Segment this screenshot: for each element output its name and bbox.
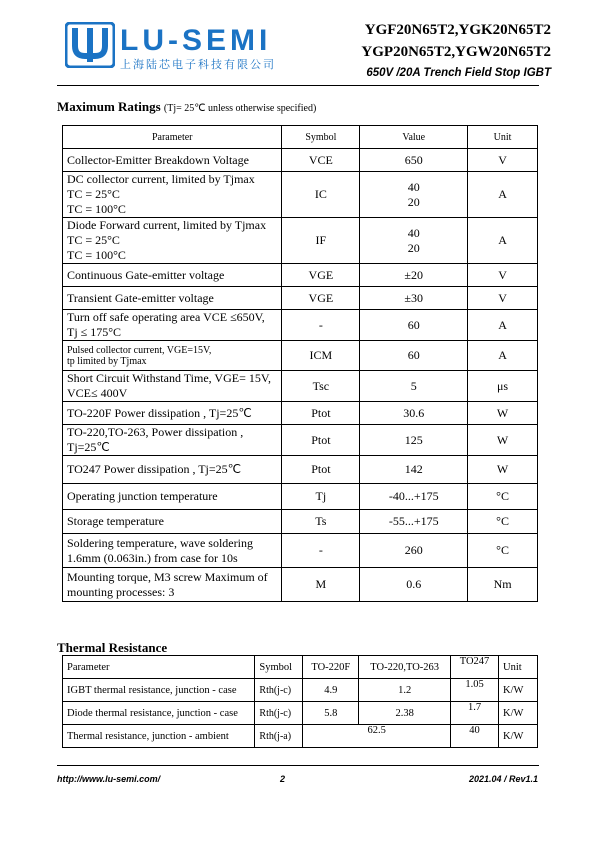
table-row [63, 402, 538, 425]
table-row [63, 425, 538, 456]
param-cell [63, 264, 282, 287]
unit-cell: μs [468, 371, 538, 402]
max-ratings-heading [57, 99, 316, 115]
th-symbol: Rth(j-a) [255, 725, 303, 748]
th-value: 40 [451, 725, 499, 748]
thermal-header-row [63, 656, 538, 679]
value-cell [360, 341, 468, 371]
value-cell [360, 172, 468, 218]
header-unit: Unit [468, 126, 538, 149]
thermal-table [62, 655, 538, 748]
param-cell [63, 172, 282, 218]
param-line: Operating junction temperature [67, 489, 218, 503]
param-line: Tj ≤ 175°C [67, 325, 122, 339]
param-cell [63, 456, 282, 484]
param-cell [63, 341, 282, 371]
unit-cell: W [468, 425, 538, 456]
value-cell [360, 287, 468, 310]
value-cell [360, 484, 468, 510]
unit-cell: °C [468, 484, 538, 510]
th-header-to220f: TO-220F [303, 656, 359, 679]
param-line: TC = 25°C [67, 187, 120, 201]
param-line: Mounting torque, M3 screw Maximum of [67, 569, 268, 584]
table-row [63, 702, 538, 725]
symbol-cell: Ptot [282, 456, 360, 484]
value-line: 20 [407, 194, 420, 209]
th-header-parameter: Parameter [63, 656, 255, 679]
unit-cell: V [468, 264, 538, 287]
symbol-cell: Ptot [282, 402, 360, 425]
param-line: Collector-Emitter Breakdown Voltage [67, 152, 249, 167]
th-symbol: Rth(j-c) [255, 702, 303, 725]
symbol-cell: Tsc [282, 371, 360, 402]
param-cell [63, 402, 282, 425]
th-value: 1.2 [359, 679, 451, 702]
value-line: 650 [404, 152, 423, 167]
value-cell [360, 218, 468, 264]
unit-cell: A [468, 172, 538, 218]
th-value: 2.38 [359, 702, 451, 725]
param-line: Transient Gate-emitter voltage [67, 290, 214, 305]
table-row [63, 456, 538, 484]
symbol-cell: - [282, 310, 360, 341]
table-row [63, 679, 538, 702]
symbol-cell: ICM [282, 341, 360, 371]
th-value: 4.9 [303, 679, 359, 702]
value-cell [360, 456, 468, 484]
param-cell [63, 218, 282, 264]
value-cell [360, 371, 468, 402]
brand-chinese-name: 上海陆芯电子科技有限公司 [120, 58, 276, 71]
value-cell [360, 402, 468, 425]
param-line: Soldering temperature, wave soldering [67, 535, 253, 550]
unit-cell: Nm [468, 568, 538, 602]
table-row [63, 172, 538, 218]
param-cell [63, 149, 282, 172]
part-numbers-line-1: YGF20N65T2,YGK20N65T2 [364, 22, 551, 38]
page-number: 2 [280, 774, 286, 784]
thermal-heading: Thermal Resistance [57, 640, 168, 655]
table-row [63, 371, 538, 402]
param-line: Storage temperature [67, 514, 164, 528]
param-cell [63, 310, 282, 341]
table-row [63, 287, 538, 310]
value-line: ±20 [404, 267, 424, 282]
th-symbol: Rth(j-c) [255, 679, 303, 702]
value-line: 125 [404, 432, 423, 447]
value-line: 60 [407, 317, 420, 332]
value-cell [360, 568, 468, 602]
symbol-cell: VGE [282, 287, 360, 310]
unit-cell: W [468, 456, 538, 484]
th-value: 1.7 [451, 702, 499, 725]
footer-divider [57, 765, 539, 766]
param-cell [63, 287, 282, 310]
th-unit: K/W [499, 702, 538, 725]
value-cell [360, 149, 468, 172]
value-line: 40 [407, 225, 420, 240]
header-symbol: Symbol [282, 126, 360, 149]
unit-cell: W [468, 402, 538, 425]
footer-url[interactable]: http://www.lu-semi.com/ [57, 774, 161, 784]
symbol-cell: - [282, 534, 360, 568]
th-header-to247: TO247 [451, 656, 499, 679]
symbol-cell: VGE [282, 264, 360, 287]
value-line: 30.6 [403, 405, 425, 420]
th-unit: K/W [499, 679, 538, 702]
revision: 2021.04 / Rev1.1 [468, 774, 538, 784]
unit-cell: °C [468, 534, 538, 568]
symbol-cell: Ptot [282, 425, 360, 456]
table-row [63, 310, 538, 341]
value-cell [360, 534, 468, 568]
symbol-cell: IC [282, 172, 360, 218]
document-subtitle: 650V /20A Trench Field Stop IGBT [366, 67, 551, 79]
param-line: Diode Forward current, limited by Tjmax [67, 218, 267, 232]
th-param: Thermal resistance, junction - ambient [63, 725, 255, 748]
table-row [63, 568, 538, 602]
param-line: Pulsed collector current, VGE=15V, [67, 344, 212, 356]
unit-cell: °C [468, 510, 538, 534]
value-line: ±30 [404, 290, 424, 305]
th-header-to220: TO-220,TO-263 [359, 656, 451, 679]
th-value: 5.8 [303, 702, 359, 725]
table-row [63, 725, 538, 748]
param-cell [63, 510, 282, 534]
header-divider [57, 85, 539, 86]
param-line: Turn off safe operating area VCE ≤650V, [67, 310, 265, 324]
symbol-cell: IF [282, 218, 360, 264]
value-line: -40...+175 [388, 489, 439, 503]
table-row [63, 341, 538, 371]
param-line: TO-220,TO-263, Power dissipation , Tj=25℃ [67, 425, 244, 454]
param-line: TC = 100°C [67, 202, 126, 216]
value-line: 60 [407, 348, 420, 362]
param-line: mounting processes: 3 [67, 584, 175, 599]
value-cell [360, 425, 468, 456]
table-row [63, 510, 538, 534]
value-cell [360, 510, 468, 534]
value-line: 5 [410, 378, 417, 393]
param-line: TO247 Power dissipation , Tj=25℃ [67, 462, 242, 476]
symbol-cell: Ts [282, 510, 360, 534]
value-cell [360, 310, 468, 341]
symbol-cell: VCE [282, 149, 360, 172]
param-line: Continuous Gate-emitter voltage [67, 267, 225, 282]
param-line: TO-220F Power dissipation , Tj=25℃ [67, 405, 252, 420]
unit-cell: A [468, 218, 538, 264]
param-line: DC collector current, limited by Tjmax [67, 172, 255, 186]
table-header-row [63, 126, 538, 149]
param-line: 1.6mm (0.063in.) from case for 10s [67, 550, 238, 565]
symbol-cell: M [282, 568, 360, 602]
value-line: 20 [407, 240, 420, 255]
param-cell [63, 534, 282, 568]
unit-cell: A [468, 310, 538, 341]
value-line: -55...+175 [388, 514, 439, 528]
unit-cell: V [468, 287, 538, 310]
max-ratings-table [62, 125, 538, 602]
brand-name: LU-SEMI [120, 24, 272, 57]
value-line: 40 [407, 179, 420, 194]
value-cell [360, 264, 468, 287]
max-ratings-note: (Tj= 25℃ unless otherwise specified) [163, 103, 317, 114]
param-cell [63, 484, 282, 510]
unit-cell: A [468, 341, 538, 371]
th-header-unit: Unit [499, 656, 538, 679]
param-line: VCE≤ 400V [67, 386, 128, 400]
table-row [63, 484, 538, 510]
header-parameter: Parameter [63, 126, 282, 149]
th-unit: K/W [499, 725, 538, 748]
value-line: 142 [404, 462, 423, 476]
table-row [63, 534, 538, 568]
param-cell [63, 371, 282, 402]
th-value: 1.05 [451, 679, 499, 702]
value-line: 260 [404, 543, 423, 557]
part-numbers-line-2: YGP20N65T2,YGW20N65T2 [361, 44, 551, 60]
param-line: TC = 25°C [67, 233, 120, 247]
th-param: IGBT thermal resistance, junction - case [63, 679, 255, 702]
header-value: Value [360, 126, 468, 149]
th-header-symbol: Symbol [255, 656, 303, 679]
symbol-cell: Tj [282, 484, 360, 510]
param-line: tp limited by Tjmax [67, 355, 147, 367]
table-row [63, 218, 538, 264]
company-logo [65, 22, 115, 68]
param-cell [63, 425, 282, 456]
param-line: Short Circuit Withstand Time, VGE= 15V, [67, 371, 271, 385]
th-param: Diode thermal resistance, junction - case [63, 702, 255, 725]
value-line: 0.6 [406, 577, 422, 591]
max-ratings-title: Maximum Ratings [57, 99, 161, 114]
table-row [63, 149, 538, 172]
table-row [63, 264, 538, 287]
th-value: 62.5 [303, 725, 451, 748]
param-line: TC = 100°C [67, 248, 126, 262]
param-cell [63, 568, 282, 602]
unit-cell: V [468, 149, 538, 172]
